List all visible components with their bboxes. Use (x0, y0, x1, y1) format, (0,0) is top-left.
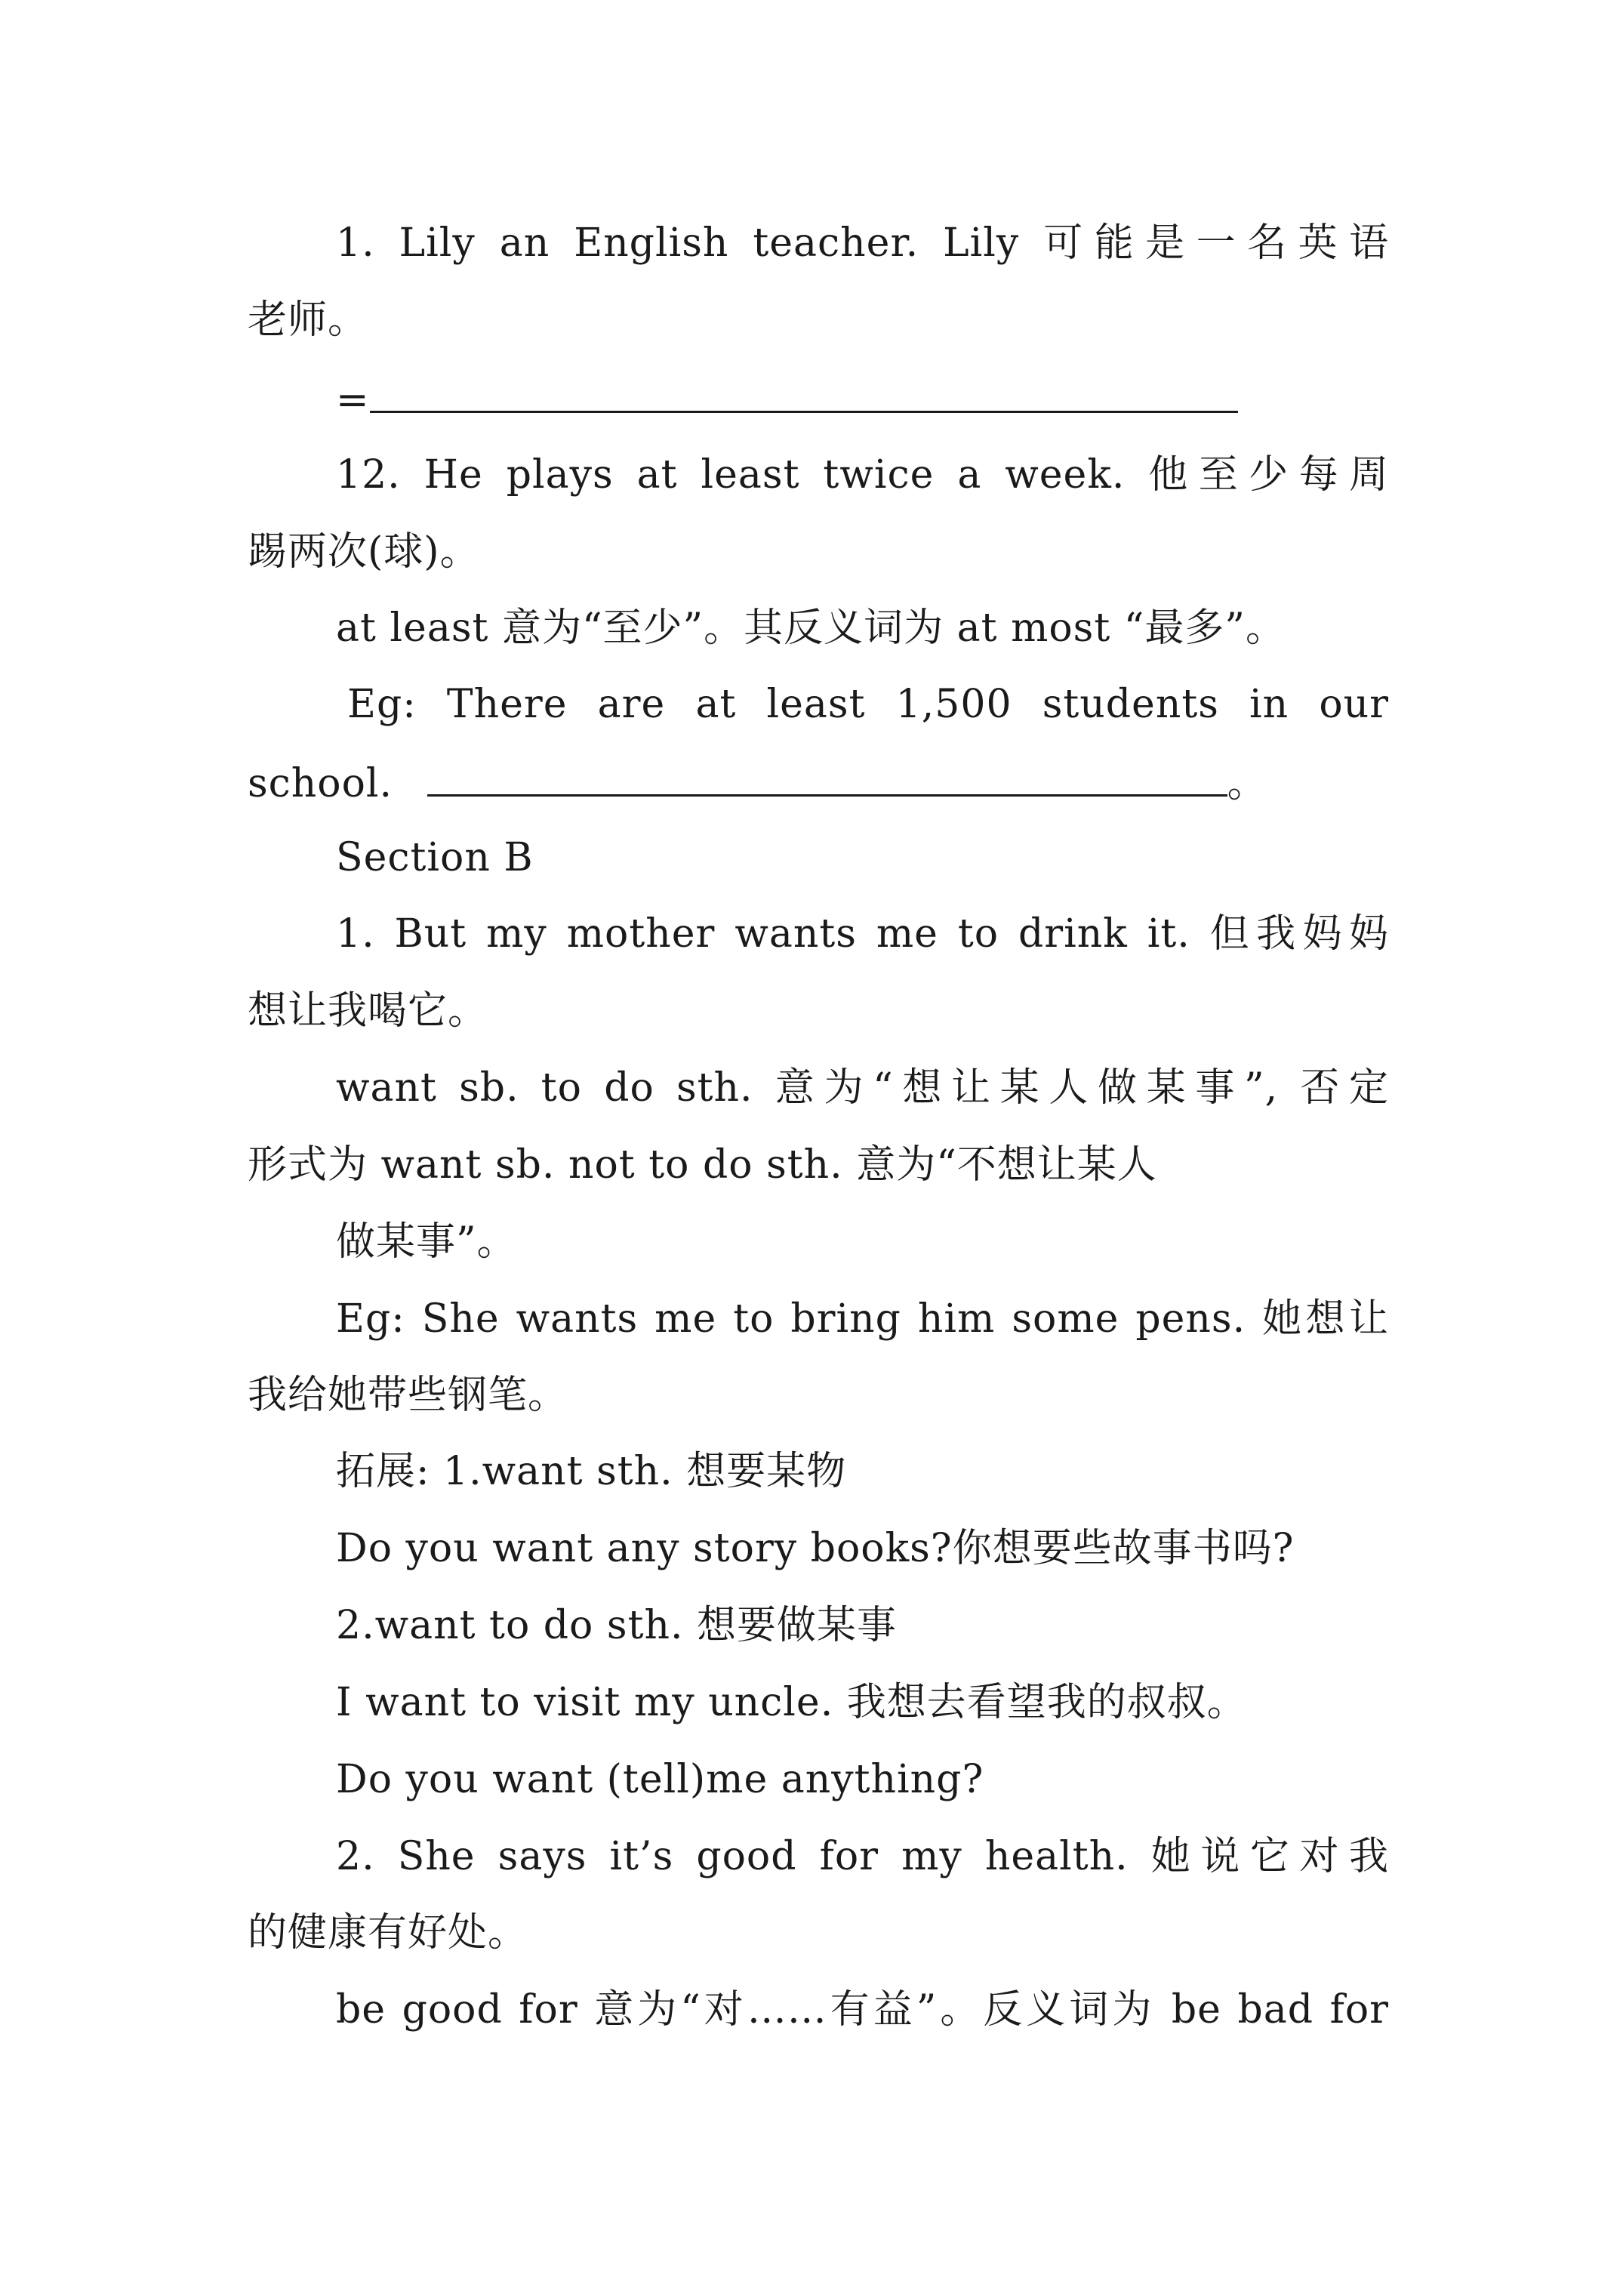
answer-blank[interactable] (427, 755, 1227, 797)
text-line: 形式为 want sb. not to do sth. 意为“不想让某人 (248, 1142, 1157, 1188)
text-fragment: 。 (1227, 761, 1267, 806)
text-line: 2.want to do sth. 想要做某事 (336, 1603, 898, 1648)
text-line: 1. Lily an English teacher. Lily 可能是一名英语 (336, 220, 1389, 266)
answer-blank[interactable] (370, 371, 1238, 413)
text-line: 2. She says it’s good for my health. 她说它对我 (336, 1834, 1389, 1879)
text-line: 做某事”。 (336, 1219, 517, 1265)
text-line: Eg: There are at least 1,500 students in our (347, 682, 1389, 727)
text-line: Do you want (tell)me anything? (336, 1757, 984, 1802)
text-fragment: school. (248, 761, 393, 806)
text-line: want sb. to do sth. 意为“想让某人做某事”, 否定 (336, 1065, 1389, 1111)
text-line: 踢两次(球)。 (248, 529, 480, 575)
text-line: 老师。 (248, 297, 368, 343)
text-line: 1. But my mother wants me to drink it. 但我妈妈 (336, 911, 1389, 957)
text-line: I want to visit my uncle. 我想去看望我的叔叔。 (336, 1680, 1247, 1725)
text-line: 我给她带些钢笔。 (248, 1373, 568, 1418)
text-line: at least 意为“至少”。其反义词为 at most “最多”。 (336, 606, 1286, 651)
text-line: 的健康有好处。 (248, 1910, 528, 1955)
text-line: 12. He plays at least twice a week. 他至少每周 (336, 452, 1389, 498)
text-line: 拓展: 1.want sth. 想要某物 (336, 1449, 847, 1494)
answer-line (336, 371, 1238, 427)
text-line: be good for 意为“对……有益”。反义词为 be bad for (336, 1987, 1389, 2032)
text-line: 想让我喝它。 (248, 988, 488, 1034)
equals-sign: = (336, 378, 370, 423)
answer-line (248, 755, 1267, 810)
section-heading: Section B (336, 835, 534, 880)
text-line: Eg: She wants me to bring him some pens. 她想让 (336, 1296, 1389, 1342)
text-line: Do you want any story books?你想要些故事书吗? (336, 1526, 1295, 1571)
